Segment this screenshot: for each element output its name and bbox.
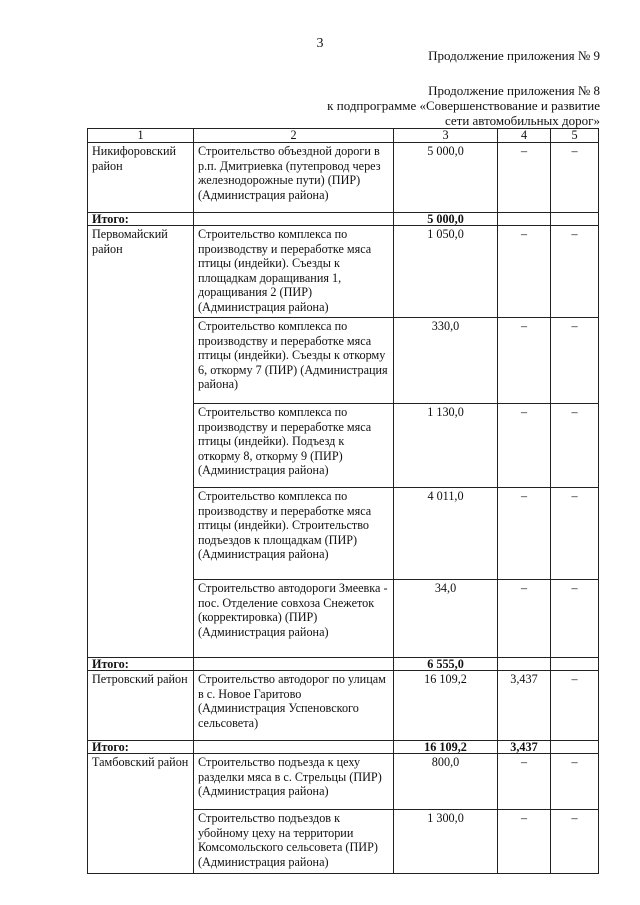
col5-cell: –	[551, 580, 599, 658]
empty-cell	[194, 213, 394, 226]
col4-cell: –	[498, 143, 551, 213]
col5-cell: –	[551, 671, 599, 741]
amount-cell: 1 300,0	[394, 810, 498, 874]
col4-cell: –	[498, 580, 551, 658]
total-row	[88, 213, 599, 226]
total-label: Итого:	[88, 658, 194, 671]
col4-cell: –	[498, 318, 551, 404]
total-row	[88, 741, 599, 754]
col5-cell: –	[551, 404, 599, 488]
column-number: 1	[88, 129, 194, 143]
continuation-8-line: Продолжение приложения № 8	[428, 83, 600, 98]
amount-cell: 1 050,0	[394, 226, 498, 318]
column-number-row	[88, 129, 599, 143]
object-description: Строительство подъезда к цеху разделки мяса в с. Стрельцы (ПИР) (Администрация района)	[194, 754, 394, 810]
page-number: 3	[316, 36, 324, 51]
empty-cell	[194, 658, 394, 671]
col4-cell: –	[498, 810, 551, 874]
amount-cell: 34,0	[394, 580, 498, 658]
total-amount: 6 555,0	[394, 658, 498, 671]
total-col4	[498, 213, 551, 226]
district-name: Никифоровский район	[88, 143, 194, 213]
empty-cell	[551, 741, 599, 754]
object-description: Строительство комплекса по производству и переработке мяса птицы (индейки). Съезды к откорму 6, откорму 7 (ПИР) (Администрация района)	[194, 318, 394, 404]
district-name: Тамбовский район	[88, 754, 194, 874]
amount-cell: 1 130,0	[394, 404, 498, 488]
col5-cell: –	[551, 226, 599, 318]
appendix-table	[87, 128, 599, 874]
col5-cell: –	[551, 318, 599, 404]
col5-cell: –	[551, 810, 599, 874]
total-label: Итого:	[88, 741, 194, 754]
object-description: Строительство автодорог по улицам в с. Новое Гаритово (Администрация Успеновского сельсовета)	[194, 671, 394, 741]
total-row	[88, 658, 599, 671]
total-label: Итого:	[88, 213, 194, 226]
table-row	[88, 671, 599, 741]
column-number: 5	[551, 129, 599, 143]
object-description: Строительство комплекса по производству и переработке мяса птицы (индейки). Строительство подъездов к площадкам (ПИР) (Администрация района)	[194, 488, 394, 580]
column-number: 2	[194, 129, 394, 143]
table-row	[88, 226, 599, 318]
column-number: 4	[498, 129, 551, 143]
object-description: Строительство комплекса по производству и переработке мяса птицы (индейки). Подъезд к откорму 8, откорму 9 (ПИР) (Администрация района)	[194, 404, 394, 488]
appendix-8-caption	[327, 83, 600, 128]
amount-cell: 800,0	[394, 754, 498, 810]
amount-cell: 4 011,0	[394, 488, 498, 580]
total-col4: 3,437	[498, 741, 551, 754]
object-description: Строительство подъездов к убойному цеху на территории Комсомольского сельсовета (ПИР) (Администрация района)	[194, 810, 394, 874]
subprogram-line-1: к подпрограмме «Совершенствование и развитие	[327, 98, 600, 113]
appendix-9-caption	[428, 48, 600, 63]
district-name: Первомайский район	[88, 226, 194, 658]
amount-cell: 330,0	[394, 318, 498, 404]
table-row	[88, 754, 599, 810]
table-row	[88, 143, 599, 213]
total-col4	[498, 658, 551, 671]
amount-cell: 5 000,0	[394, 143, 498, 213]
object-description: Строительство объездной дороги в р.п. Дмитриевка (путепровод через железнодорожные пути) (ПИР) (Администрация района)	[194, 143, 394, 213]
col4-cell: –	[498, 488, 551, 580]
object-description: Строительство комплекса по производству и переработке мяса птицы (индейки). Съезды к площадкам доращивания 1, доращивания 2 (ПИР) (Администрация района)	[194, 226, 394, 318]
amount-cell: 16 109,2	[394, 671, 498, 741]
total-amount: 16 109,2	[394, 741, 498, 754]
district-name: Петровский район	[88, 671, 194, 741]
continuation-9-line: Продолжение приложения № 9	[428, 48, 600, 63]
object-description: Строительство автодороги Змеевка - пос. Отделение совхоза Снежеток (корректировка) (ПИР) (Администрация района)	[194, 580, 394, 658]
col5-cell: –	[551, 488, 599, 580]
empty-cell	[194, 741, 394, 754]
subprogram-line-2: сети автомобильных дорог»	[444, 113, 600, 128]
col4-cell: –	[498, 226, 551, 318]
col4-cell: –	[498, 404, 551, 488]
col5-cell: –	[551, 143, 599, 213]
col5-cell: –	[551, 754, 599, 810]
total-amount: 5 000,0	[394, 213, 498, 226]
col4-cell: 3,437	[498, 671, 551, 741]
column-number: 3	[394, 129, 498, 143]
col4-cell: –	[498, 754, 551, 810]
empty-cell	[551, 658, 599, 671]
empty-cell	[551, 213, 599, 226]
